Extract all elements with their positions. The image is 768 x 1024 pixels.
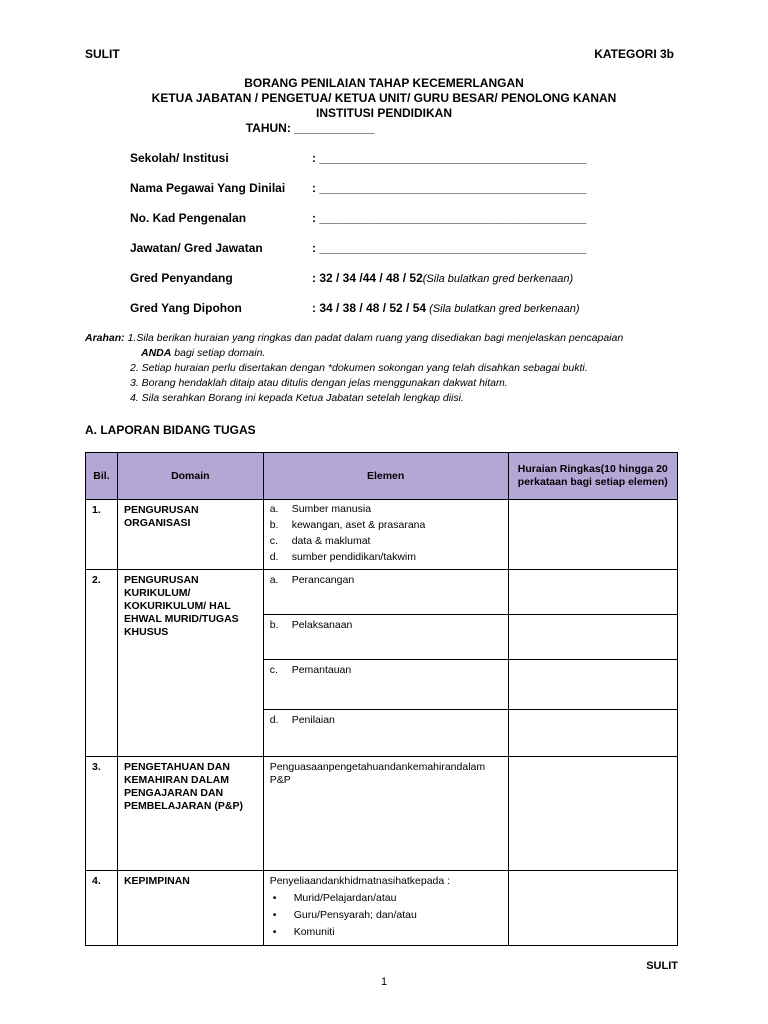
- list-item: • Guru/Pensyarah; dan/atau: [270, 907, 502, 924]
- header-category: KATEGORI 3b: [594, 47, 674, 61]
- header-bil: Bil.: [86, 453, 118, 500]
- list-item: d. sumber pendidikan/takwim: [269, 551, 416, 563]
- list-item: a. Sumber manusia: [269, 503, 372, 515]
- huraian-input-cell[interactable]: [508, 710, 677, 757]
- table-row: [86, 757, 678, 871]
- footer-sulit: SULIT: [646, 960, 678, 972]
- duties-table: [85, 452, 678, 946]
- table-header-row: [86, 453, 678, 500]
- form-year: TAHUN: ____________: [245, 121, 375, 135]
- field-applied-grade[interactable]: [312, 301, 580, 315]
- field-input-school[interactable]: : ________________________________________: [312, 151, 587, 165]
- field-label-school: Sekolah/ Institusi: [130, 151, 229, 165]
- row-domain: KEPIMPINAN: [117, 871, 263, 946]
- field-label-ic-number: No. Kad Pengenalan: [130, 211, 247, 225]
- field-label-position: Jawatan/ Gred Jawatan: [130, 241, 263, 255]
- applied-grade-note: (Sila bulatkan gred berkenaan): [426, 303, 580, 315]
- row-elements: Penguasaanpengetahuandankemahirandalam P&P: [263, 757, 508, 871]
- huraian-input-cell[interactable]: [508, 757, 677, 871]
- instruction-1-emphasis: ANDA: [141, 347, 172, 359]
- instruction-1: 1.Sila berikan huraian yang ringkas dan padat dalam ruang yang disediakan bagi menjelaskan pencapaian: [124, 332, 624, 344]
- row-elements: [263, 871, 508, 946]
- header-elemen: Elemen: [263, 453, 508, 500]
- instructions: [85, 331, 685, 406]
- table-row: [86, 500, 678, 570]
- field-label-officer-name: Nama Pegawai Yang Dinilai: [130, 181, 286, 195]
- field-label-current-grade: Gred Penyandang: [130, 271, 233, 285]
- row-domain: PENGETAHUAN DAN KEMAHIRAN DALAM PENGAJARAN DAN PEMBELAJARAN (P&P): [117, 757, 263, 871]
- list-item: • Komuniti: [270, 924, 502, 941]
- row-number: 4.: [86, 871, 118, 946]
- current-grade-options[interactable]: : 32 / 34 /44 / 48 / 52: [312, 271, 423, 285]
- row-number: 3.: [86, 757, 118, 871]
- form-subtitle: KETUA JABATAN / PENGETUA/ KETUA UNIT/ GURU BESAR/ PENOLONG KANAN: [151, 91, 617, 105]
- row-element: c. Pemantauan: [263, 660, 508, 710]
- table-row: [86, 570, 678, 615]
- header-huraian: Huraian Ringkas(10 hingga 20 perkataan bagi setiap elemen): [508, 453, 677, 500]
- instructions-label: Arahan:: [85, 332, 125, 344]
- page-number: 1: [380, 976, 388, 988]
- applied-grade-options[interactable]: : 34 / 38 / 48 / 52 / 54: [312, 301, 427, 315]
- list-item: b. kewangan, aset & prasarana: [269, 519, 426, 531]
- row-number: 1.: [86, 500, 118, 570]
- huraian-input-cell[interactable]: [508, 570, 677, 615]
- field-input-officer-name[interactable]: : ________________________________________: [312, 181, 587, 195]
- instruction-3: 3. Borang hendaklah ditaip atau ditulis dengan jelas menggunakan dakwat hitam.: [130, 377, 508, 389]
- bullet-icon: •: [272, 892, 277, 904]
- row-number: 2.: [86, 570, 118, 757]
- row-domain: PENGURUSAN KURIKULUM/ KOKURIKULUM/ HAL EHWAL MURID/TUGAS KHUSUS: [117, 570, 263, 757]
- field-current-grade[interactable]: [312, 271, 573, 285]
- huraian-input-cell[interactable]: [508, 500, 677, 570]
- row-element: a. Perancangan: [263, 570, 508, 615]
- form-title: BORANG PENILAIAN TAHAP KECEMERLANGAN: [244, 76, 524, 90]
- field-label-applied-grade: Gred Yang Dipohon: [130, 301, 242, 315]
- instruction-4: 4. Sila serahkan Borang ini kepada Ketua Jabatan setelah lengkap diisi.: [130, 392, 464, 404]
- row-elements-intro: Penyeliaandankhidmatnasihatkepada :: [269, 875, 451, 887]
- list-item: • Murid/Pelajardan/atau: [270, 890, 502, 907]
- table-row: [86, 871, 678, 946]
- instruction-1-cont: bagi setiap domain.: [171, 347, 266, 359]
- bullet-icon: •: [272, 909, 277, 921]
- row-element: d. Penilaian: [263, 710, 508, 757]
- row-element: b. Pelaksanaan: [263, 615, 508, 660]
- row-domain: PENGURUSAN ORGANISASI: [117, 500, 263, 570]
- instruction-2: 2. Setiap huraian perlu disertakan dengan *dokumen sokongan yang telah disahkan sebagai bukti.: [130, 362, 588, 374]
- header-sulit: SULIT: [85, 47, 120, 61]
- huraian-input-cell[interactable]: [508, 660, 677, 710]
- row-elements: [263, 500, 508, 570]
- form-subtitle-institution: INSTITUSI PENDIDIKAN: [315, 106, 452, 120]
- list-item: c. data & maklumat: [269, 535, 371, 547]
- field-input-ic-number[interactable]: : ________________________________________: [312, 211, 587, 225]
- field-input-position[interactable]: : ________________________________________: [312, 241, 587, 255]
- header-domain: Domain: [117, 453, 263, 500]
- huraian-input-cell[interactable]: [508, 615, 677, 660]
- bullet-icon: •: [272, 926, 277, 938]
- section-title: A. LAPORAN BIDANG TUGAS: [85, 423, 256, 437]
- huraian-input-cell[interactable]: [508, 871, 677, 946]
- current-grade-note: (Sila bulatkan gred berkenaan): [422, 273, 574, 285]
